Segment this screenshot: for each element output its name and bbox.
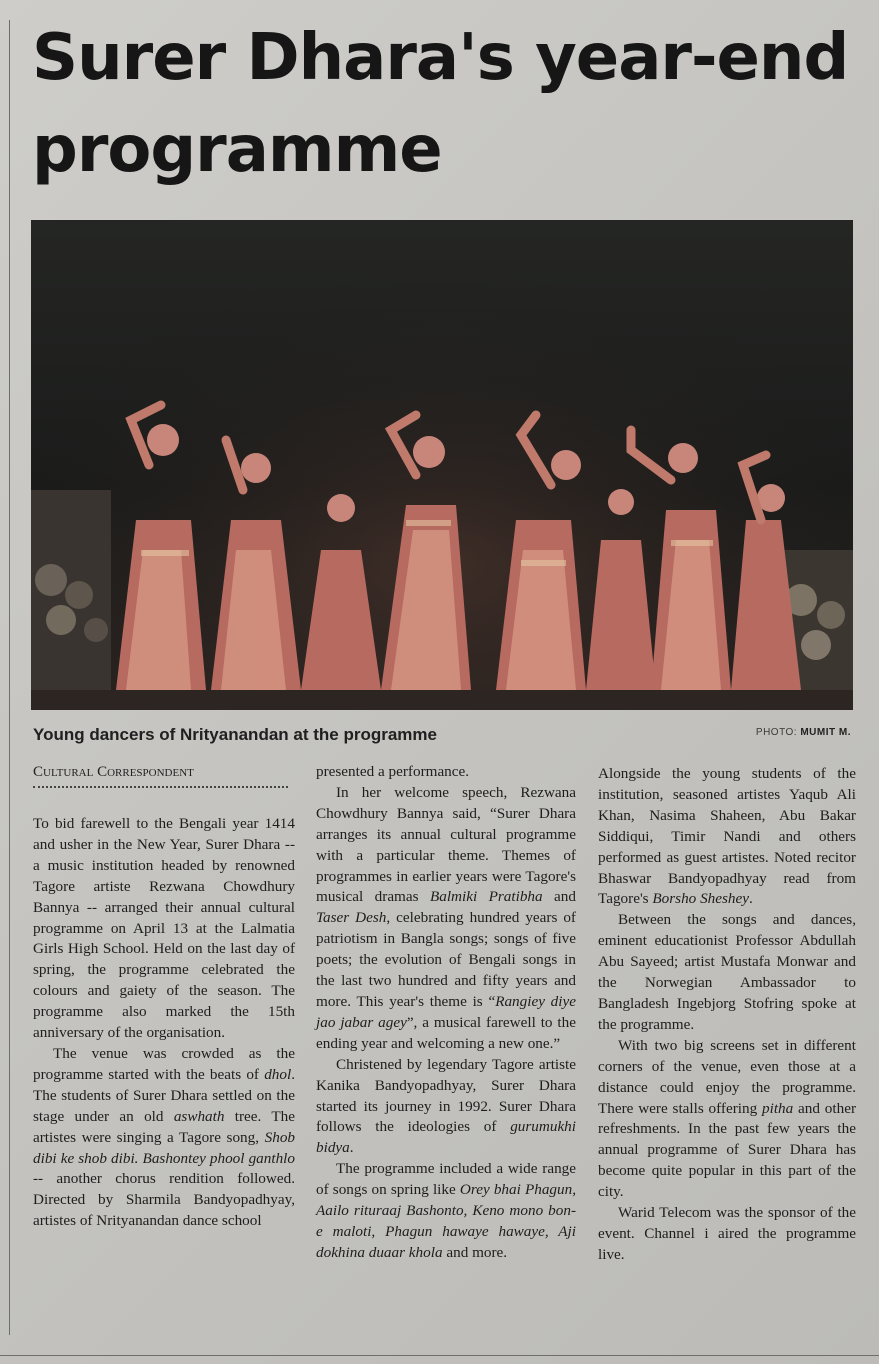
- paragraph: With two big screens set in different corners of the venue, even those at a distance could enjoy the programme. There were stalls offering pitha and other refreshments. In the past few years the annual programme of Surer Dhara has become quite popular in this part of the city.: [598, 1036, 856, 1201]
- paragraph: The venue was crowded as the programme started with the beats of dhol. The students of Surer Dhara settled on the stage under an old aswhath tree. The artistes were singing a Tagore song, Shob dibi ke shob dibi. Bashontey phool ganthlo -- another chorus rendition followed. Directed by Sharmila Bandyopadhyay, artistes of Nrityanandan dance school: [33, 1044, 295, 1230]
- article-column-3: [598, 764, 856, 1266]
- paragraph: Christened by legendary Tagore artiste Kanika Bandyopadhyay, Surer Dhara started its journey in 1992. Surer Dhara follows the ideologies of gurumukhi bidya.: [316, 1055, 576, 1157]
- byline-dotted-rule: [33, 786, 288, 788]
- column-rule-bottom: [0, 1355, 879, 1356]
- byline: Cultural Correspondent: [33, 764, 194, 780]
- paragraph: To bid farewell to the Bengali year 1414 and usher in the New Year, Surer Dhara -- a music institution headed by renowned Tagore artiste Rezwana Chowdhury Bannya -- arranged their annual cultural programme on April 13 at the Lalmatia Girls High School. Held on the last day of spring, the programme celebrated the colours and gaiety of the season. The programme also marked the 15th anniversary of the organisation.: [33, 815, 295, 1042]
- headline: Surer Dhara's year-end programme: [32, 21, 849, 187]
- paragraph: The programme included a wide range of songs on spring like Orey bhai Phagun, Aailo rituraaj Bashonto, Keno mono bon-e maloti, Phagun hawaye hawaye, Aji dokhina duaar khola and more.: [316, 1160, 577, 1261]
- paragraph: In her welcome speech, Rezwana Chowdhury Bannya said, “Surer Dhara arranges its annual cultural programme with a particular theme. Themes of programmes in earlier years were Tagore's musical dramas Balmiki Pratibha and Taser Desh, celebrating hundred years of patriotism in Bangla songs; songs of five poets; the evolution of Bengali songs in the last two hundred and fifty years and more. This year's theme is “Rangiey diye jao jabar agey”, a musical farewell to the ending year and welcoming a new one.”: [316, 783, 576, 1052]
- paragraph: Between the songs and dances, eminent educationist Professor Abdullah Abu Sayeed; artist Mustafa Monwar and the Norwegian Ambassador to Bangladesh Ingebjorg Stofring spoke at the programme.: [598, 911, 856, 1033]
- dancers-photo-illustration: [31, 220, 853, 710]
- column-rule-left: [9, 20, 10, 1335]
- paragraph: presented a performance.: [316, 763, 470, 780]
- article-column-1: [33, 814, 295, 1232]
- article-column-2: [316, 762, 576, 1264]
- paragraph: Alongside the young students of the institution, seasoned artistes Yaqub Ali Khan, Nasima Shaheen, Abu Bakar Siddiqui, Timir Nandi and others performed as guest artistes. Noted recitor Bhaswar Bandyopadhyay read from Tagore's Borsho Sheshey.: [598, 765, 856, 908]
- photo-credit: [756, 727, 851, 738]
- paragraph: Warid Telecom was the sponsor of the event. Channel i aired the programme live.: [598, 1204, 856, 1263]
- photo-caption: Young dancers of Nrityanandan at the programme: [33, 725, 437, 744]
- photo-credit-name: MUMIT M.: [800, 727, 851, 738]
- photo-credit-label: PHOTO:: [755, 727, 798, 738]
- dancers-photo: [31, 220, 853, 710]
